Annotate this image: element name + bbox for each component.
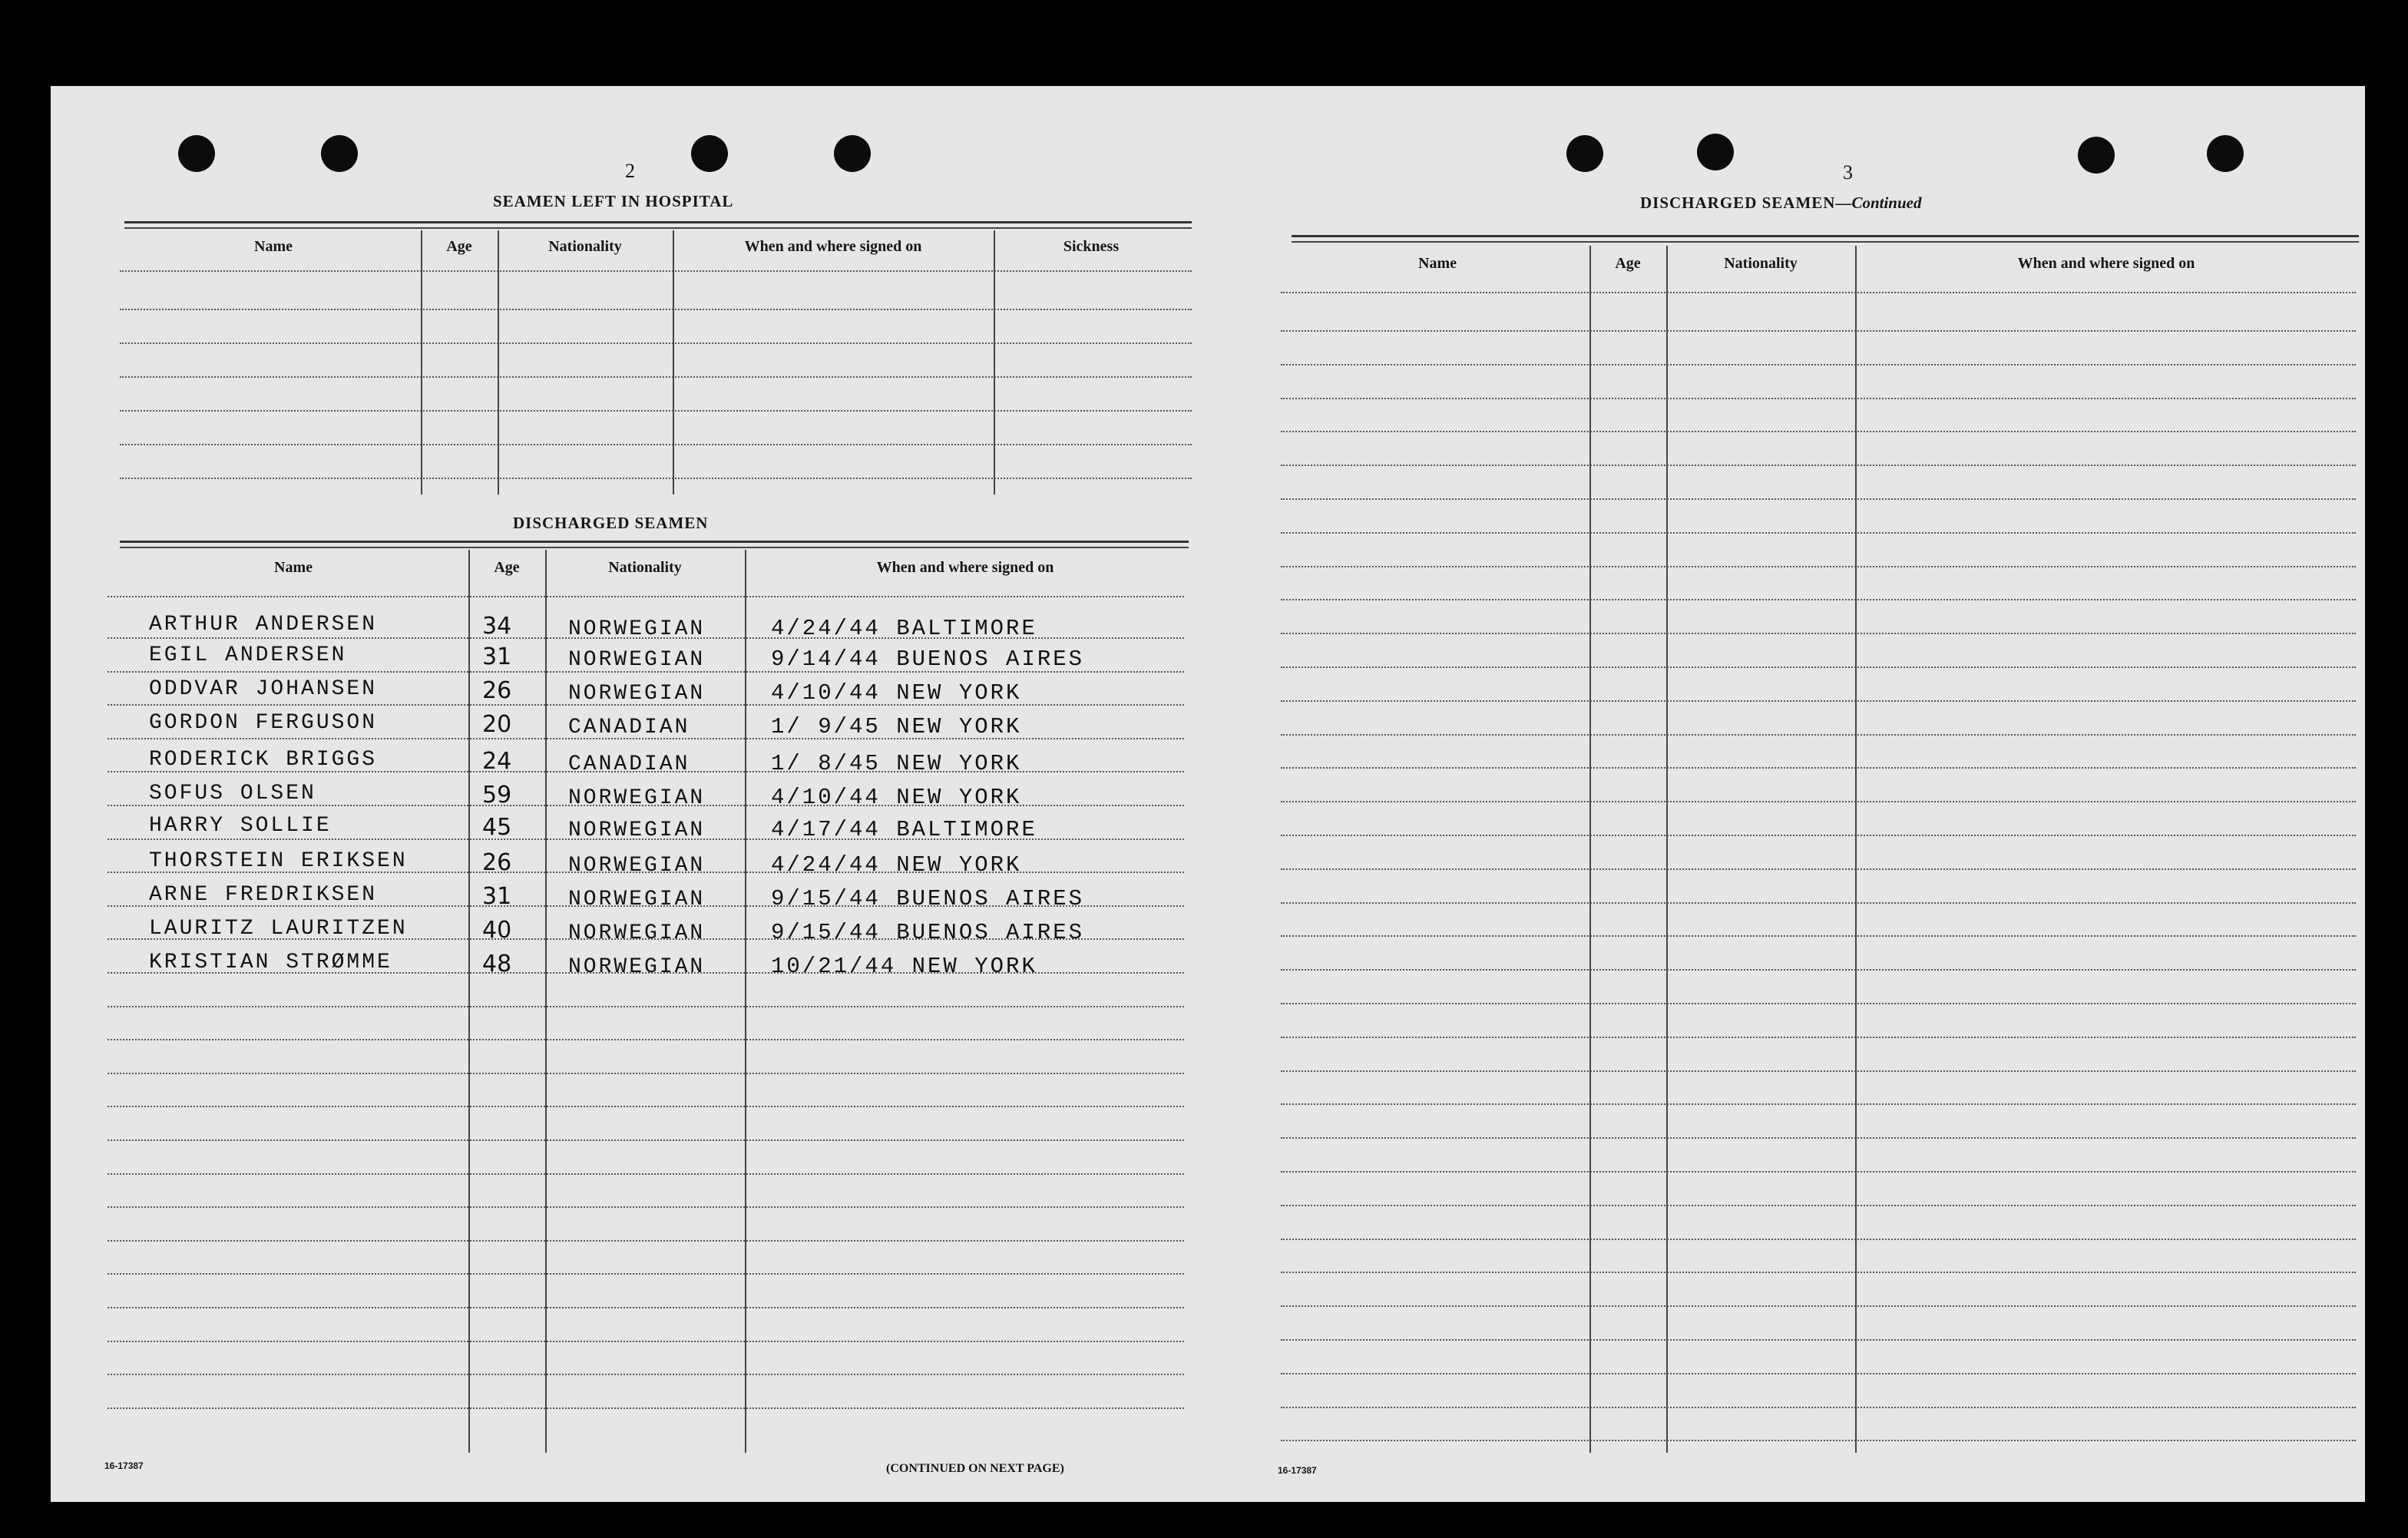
ruled-row-line	[1281, 835, 2356, 836]
column-header: Name	[274, 559, 313, 576]
ruled-row-line	[1281, 868, 2356, 870]
column-divider	[468, 550, 470, 1453]
ruled-row-line	[1281, 398, 2356, 399]
seaman-nationality: NORWEGIAN	[568, 617, 706, 641]
column-header: Name	[254, 238, 293, 255]
ruled-row-line	[1281, 1137, 2356, 1139]
ruled-row-line	[120, 342, 1192, 344]
seaman-nationality: NORWEGIAN	[568, 786, 706, 810]
ruled-row-line	[1281, 566, 2356, 567]
continued-title-main: DISCHARGED SEAMEN	[1640, 193, 1836, 212]
seaman-name: ARNE FREDRIKSEN	[149, 883, 378, 907]
continued-title-suffix: —Continued	[1835, 193, 1922, 212]
header-underline	[1281, 292, 2356, 293]
seaman-age: 26	[482, 677, 512, 704]
ruled-row-line	[1281, 599, 2356, 600]
column-header: Nationality	[1724, 255, 1798, 272]
seaman-name: GORDON FERGUSON	[149, 711, 378, 735]
seaman-nationality: NORWEGIAN	[568, 819, 706, 842]
column-header: Nationality	[548, 238, 622, 255]
seaman-age: 31	[482, 883, 512, 910]
ruled-row-line	[1281, 902, 2356, 904]
ruled-row-line	[1281, 1339, 2356, 1341]
ruled-row-line	[1281, 330, 2356, 332]
ruled-row-line	[1281, 1070, 2356, 1072]
ruled-row-line	[108, 1374, 1184, 1375]
ruled-row-line	[1281, 1037, 2356, 1038]
crew-list-sheet	[51, 86, 2365, 1502]
ruled-row-line	[1281, 935, 2356, 937]
column-header: When and where signed on	[744, 238, 922, 255]
signed-on-date-place: 9/15/44 BUENOS AIRES	[771, 920, 1085, 945]
ruled-row-line	[1281, 1373, 2356, 1374]
ruled-row-line	[1281, 734, 2356, 736]
ruled-row-line	[1281, 1305, 2356, 1307]
page-number: 3	[1843, 161, 1853, 184]
left-page	[51, 86, 1202, 1502]
seaman-name: LAURITZ LAURITZEN	[149, 917, 408, 941]
ruled-row-line	[1281, 767, 2356, 769]
signed-on-date-place: 4/24/44 BALTIMORE	[771, 616, 1037, 641]
ruled-row-line	[1281, 700, 2356, 702]
signed-on-date-place: 9/14/44 BUENOS AIRES	[771, 647, 1085, 672]
seaman-age: 26	[482, 849, 512, 876]
seaman-age: 20	[482, 711, 512, 738]
ruled-row-line	[1281, 969, 2356, 971]
seaman-nationality: NORWEGIAN	[568, 648, 706, 672]
signed-on-date-place: 10/21/44 NEW YORK	[771, 954, 1037, 979]
seaman-age: 48	[482, 951, 512, 977]
ruled-row-line	[1281, 431, 2356, 432]
discharged-section-title: DISCHARGED SEAMEN	[513, 514, 709, 532]
ruled-row-line	[1281, 364, 2356, 365]
ruled-row-line	[1281, 1407, 2356, 1408]
signed-on-date-place: 9/15/44 BUENOS AIRES	[771, 886, 1085, 911]
ruled-row-line	[1281, 1205, 2356, 1206]
seaman-name: KRISTIAN STRØMME	[149, 951, 392, 974]
signed-on-date-place: 1/ 9/45 NEW YORK	[771, 714, 1022, 739]
column-header: Name	[1418, 255, 1457, 272]
ruled-row-line	[1281, 1003, 2356, 1004]
ruled-row-line	[120, 376, 1192, 378]
column-header: Nationality	[608, 559, 682, 576]
ruled-row-line	[1281, 532, 2356, 534]
ruled-row-line	[1281, 1272, 2356, 1273]
ruled-row-line	[108, 1173, 1184, 1175]
ruled-row-line	[108, 1139, 1184, 1141]
column-header: Age	[446, 238, 472, 255]
seaman-name: ODDVAR JOHANSEN	[149, 677, 378, 701]
seaman-nationality: NORWEGIAN	[568, 682, 706, 706]
form-number: 16-17387	[1278, 1465, 1317, 1476]
ruled-row-line	[108, 1006, 1184, 1007]
continued-section-title	[1640, 193, 1922, 213]
column-header: When and where signed on	[2017, 255, 2195, 272]
ruled-row-line	[120, 410, 1192, 412]
signed-on-date-place: 4/10/44 NEW YORK	[771, 785, 1022, 810]
seaman-age: 24	[482, 748, 512, 775]
ruled-row-line	[108, 1039, 1184, 1040]
seaman-age: 40	[482, 917, 512, 944]
ruled-row-line	[108, 1273, 1184, 1275]
column-header: Age	[494, 559, 520, 576]
hospital-section-title: SEAMEN LEFT IN HOSPITAL	[493, 192, 734, 210]
continued-note: (CONTINUED ON NEXT PAGE)	[886, 1462, 1064, 1475]
seaman-name: THORSTEIN ERIKSEN	[149, 849, 408, 873]
header-underline	[120, 270, 1192, 272]
header-underline	[108, 596, 1184, 597]
ruled-row-line	[120, 478, 1192, 479]
ruled-row-line	[108, 1407, 1184, 1409]
seaman-age: 31	[482, 643, 512, 670]
column-divider	[545, 550, 547, 1453]
column-header: Sickness	[1063, 238, 1120, 255]
signed-on-date-place: 4/17/44 BALTIMORE	[771, 817, 1037, 842]
ruled-row-line	[1281, 1239, 2356, 1240]
seaman-age: 45	[482, 814, 512, 841]
ruled-row-line	[1281, 465, 2356, 466]
ruled-row-line	[120, 444, 1192, 445]
ruled-row-line	[1281, 633, 2356, 634]
signed-on-date-place: 4/10/44 NEW YORK	[771, 680, 1022, 706]
ruled-row-line	[108, 1307, 1184, 1308]
seaman-name: EGIL ANDERSEN	[149, 643, 347, 667]
seaman-name: SOFUS OLSEN	[149, 782, 316, 805]
seaman-name: HARRY SOLLIE	[149, 814, 332, 838]
seaman-age: 59	[482, 782, 512, 809]
ruled-row-line	[1281, 1171, 2356, 1173]
seaman-nationality: NORWEGIAN	[568, 955, 706, 979]
ruled-row-line	[108, 1073, 1184, 1074]
ruled-row-line	[1281, 666, 2356, 668]
signed-on-date-place: 4/24/44 NEW YORK	[771, 852, 1022, 878]
ruled-row-line	[120, 309, 1192, 310]
ruled-row-line	[108, 1240, 1184, 1242]
ruled-row-line	[108, 1341, 1184, 1342]
column-header: When and where signed on	[876, 559, 1054, 576]
ruled-row-line	[1281, 498, 2356, 500]
seaman-nationality: CANADIAN	[568, 752, 690, 776]
column-divider	[745, 550, 746, 1453]
seaman-age: 34	[482, 613, 512, 640]
ruled-row-line	[108, 1106, 1184, 1107]
ruled-row-line	[1281, 801, 2356, 802]
signed-on-date-place: 1/ 8/45 NEW YORK	[771, 751, 1022, 776]
seaman-nationality: NORWEGIAN	[568, 921, 706, 945]
right-page	[1202, 86, 2365, 1502]
ruled-row-line	[108, 1206, 1184, 1208]
seaman-nationality: NORWEGIAN	[568, 888, 706, 911]
seaman-nationality: CANADIAN	[568, 716, 690, 739]
column-header: Age	[1615, 255, 1641, 272]
ruled-row-line	[1281, 1440, 2356, 1441]
seaman-name: RODERICK BRIGGS	[149, 748, 378, 772]
ruled-row-line	[1281, 1103, 2356, 1105]
page-number: 2	[625, 160, 635, 182]
seaman-name: ARTHUR ANDERSEN	[149, 613, 378, 637]
form-number: 16-17387	[104, 1460, 144, 1471]
seaman-nationality: NORWEGIAN	[568, 854, 706, 878]
